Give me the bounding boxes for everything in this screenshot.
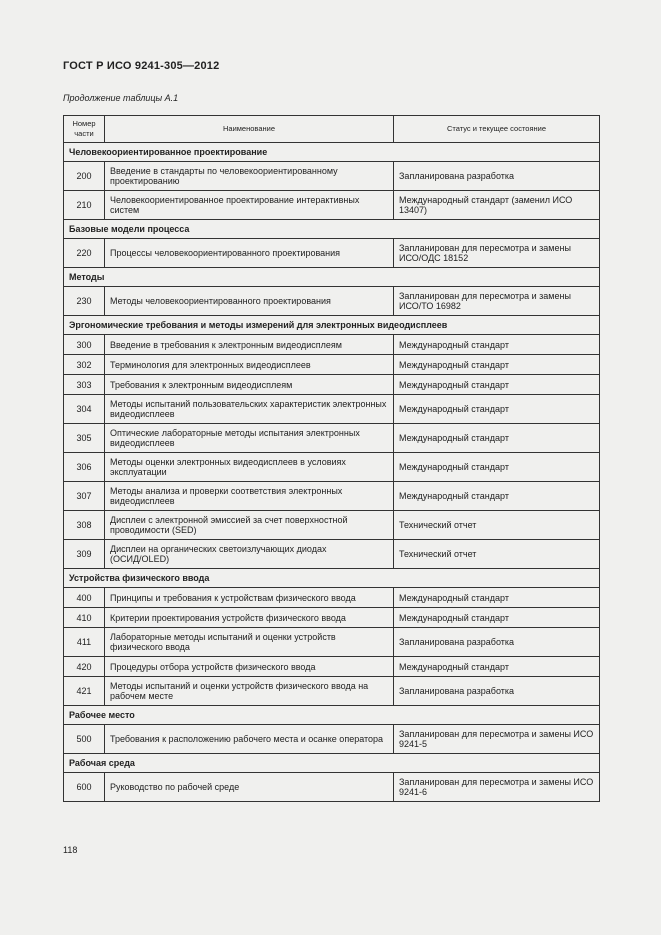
table-row — [64, 375, 600, 395]
name-cell: Процедуры отбора устройств физического ввода — [105, 657, 394, 677]
status-cell: Запланирован для пересмотра и замены ИСО/ОДС 18152 — [394, 239, 600, 268]
standards-table — [63, 115, 600, 802]
part-number-cell: 300 — [64, 335, 105, 355]
name-cell: Руководство по рабочей среде — [105, 773, 394, 802]
name-cell: Оптические лабораторные методы испытания электронных видеодисплеев — [105, 424, 394, 453]
table-row — [64, 335, 600, 355]
part-number-cell: 309 — [64, 540, 105, 569]
part-number-cell: 307 — [64, 482, 105, 511]
header-part-number: Номер части — [64, 116, 105, 143]
section-row — [64, 268, 600, 287]
part-number-cell: 411 — [64, 628, 105, 657]
section-row — [64, 569, 600, 588]
table-row — [64, 608, 600, 628]
document-title: ГОСТ Р ИСО 9241-305—2012 — [63, 60, 220, 72]
table-row — [64, 628, 600, 657]
table-row — [64, 725, 600, 754]
name-cell: Методы испытаний пользовательских характеристик электронных видеодисплеев — [105, 395, 394, 424]
part-number-cell: 230 — [64, 287, 105, 316]
part-number-cell: 220 — [64, 239, 105, 268]
page-number: 118 — [63, 845, 78, 855]
section-title: Методы — [64, 268, 600, 287]
name-cell: Дисплеи на органических светоизлучающих диодах (ОСИД/OLED) — [105, 540, 394, 569]
name-cell: Требования к расположению рабочего места и осанке оператора — [105, 725, 394, 754]
table-row — [64, 453, 600, 482]
name-cell: Критерии проектирования устройств физического ввода — [105, 608, 394, 628]
table-row — [64, 162, 600, 191]
part-number-cell: 304 — [64, 395, 105, 424]
table-row — [64, 482, 600, 511]
table-row — [64, 773, 600, 802]
name-cell: Методы анализа и проверки соответствия электронных видеодисплеев — [105, 482, 394, 511]
table-row — [64, 191, 600, 220]
status-cell: Международный стандарт (заменил ИСО 13407) — [394, 191, 600, 220]
part-number-cell: 420 — [64, 657, 105, 677]
part-number-cell: 305 — [64, 424, 105, 453]
status-cell: Международный стандарт — [394, 355, 600, 375]
header-name: Наименование — [105, 116, 394, 143]
name-cell: Методы оценки электронных видеодисплеев в условиях эксплуатации — [105, 453, 394, 482]
name-cell: Требования к электронным видеодисплеям — [105, 375, 394, 395]
part-number-cell: 200 — [64, 162, 105, 191]
status-cell: Технический отчет — [394, 511, 600, 540]
name-cell: Принципы и требования к устройствам физического ввода — [105, 588, 394, 608]
section-title: Базовые модели процесса — [64, 220, 600, 239]
name-cell: Человекоориентированное проектирование интерактивных систем — [105, 191, 394, 220]
name-cell: Процессы человекоориентированного проектирования — [105, 239, 394, 268]
part-number-cell: 500 — [64, 725, 105, 754]
name-cell: Введение в требования к электронным видеодисплеям — [105, 335, 394, 355]
name-cell: Введение в стандарты по человекоориентированному проектированию — [105, 162, 394, 191]
part-number-cell: 210 — [64, 191, 105, 220]
table-row — [64, 424, 600, 453]
section-row — [64, 316, 600, 335]
table-row — [64, 355, 600, 375]
part-number-cell: 303 — [64, 375, 105, 395]
part-number-cell: 421 — [64, 677, 105, 706]
status-cell: Запланирована разработка — [394, 162, 600, 191]
status-cell: Международный стандарт — [394, 588, 600, 608]
table-row — [64, 395, 600, 424]
table-header-row — [64, 116, 600, 143]
status-cell: Запланирован для пересмотра и замены ИСО 9241-5 — [394, 725, 600, 754]
name-cell: Методы испытаний и оценки устройств физического ввода на рабочем месте — [105, 677, 394, 706]
section-row — [64, 220, 600, 239]
section-title: Устройства физического ввода — [64, 569, 600, 588]
name-cell: Дисплеи с электронной эмиссией за счет поверхностной проводимости (SED) — [105, 511, 394, 540]
table-row — [64, 677, 600, 706]
name-cell: Методы человекоориентированного проектирования — [105, 287, 394, 316]
status-cell: Запланирована разработка — [394, 677, 600, 706]
table-row — [64, 239, 600, 268]
status-cell: Международный стандарт — [394, 482, 600, 511]
status-cell: Международный стандарт — [394, 395, 600, 424]
section-row — [64, 143, 600, 162]
table-body — [64, 143, 600, 802]
section-row — [64, 754, 600, 773]
part-number-cell: 302 — [64, 355, 105, 375]
status-cell: Технический отчет — [394, 540, 600, 569]
status-cell: Международный стандарт — [394, 375, 600, 395]
status-cell: Международный стандарт — [394, 424, 600, 453]
header-status: Статус и текущее состояние — [394, 116, 600, 143]
section-title: Человекоориентированное проектирование — [64, 143, 600, 162]
part-number-cell: 600 — [64, 773, 105, 802]
status-cell: Запланирован для пересмотра и замены ИСО/ТО 16982 — [394, 287, 600, 316]
section-title: Рабочее место — [64, 706, 600, 725]
section-row — [64, 706, 600, 725]
section-title: Эргономические требования и методы измерений для электронных видеодисплеев — [64, 316, 600, 335]
table-row — [64, 511, 600, 540]
part-number-cell: 306 — [64, 453, 105, 482]
table-caption: Продолжение таблицы А.1 — [63, 93, 179, 103]
part-number-cell: 308 — [64, 511, 105, 540]
part-number-cell: 400 — [64, 588, 105, 608]
name-cell: Лабораторные методы испытаний и оценки устройств физического ввода — [105, 628, 394, 657]
table-row — [64, 540, 600, 569]
name-cell: Терминология для электронных видеодисплеев — [105, 355, 394, 375]
status-cell: Запланирован для пересмотра и замены ИСО 9241-6 — [394, 773, 600, 802]
table-row — [64, 588, 600, 608]
status-cell: Запланирована разработка — [394, 628, 600, 657]
status-cell: Международный стандарт — [394, 335, 600, 355]
status-cell: Международный стандарт — [394, 453, 600, 482]
section-title: Рабочая среда — [64, 754, 600, 773]
status-cell: Международный стандарт — [394, 657, 600, 677]
status-cell: Международный стандарт — [394, 608, 600, 628]
table-row — [64, 287, 600, 316]
table-row — [64, 657, 600, 677]
part-number-cell: 410 — [64, 608, 105, 628]
